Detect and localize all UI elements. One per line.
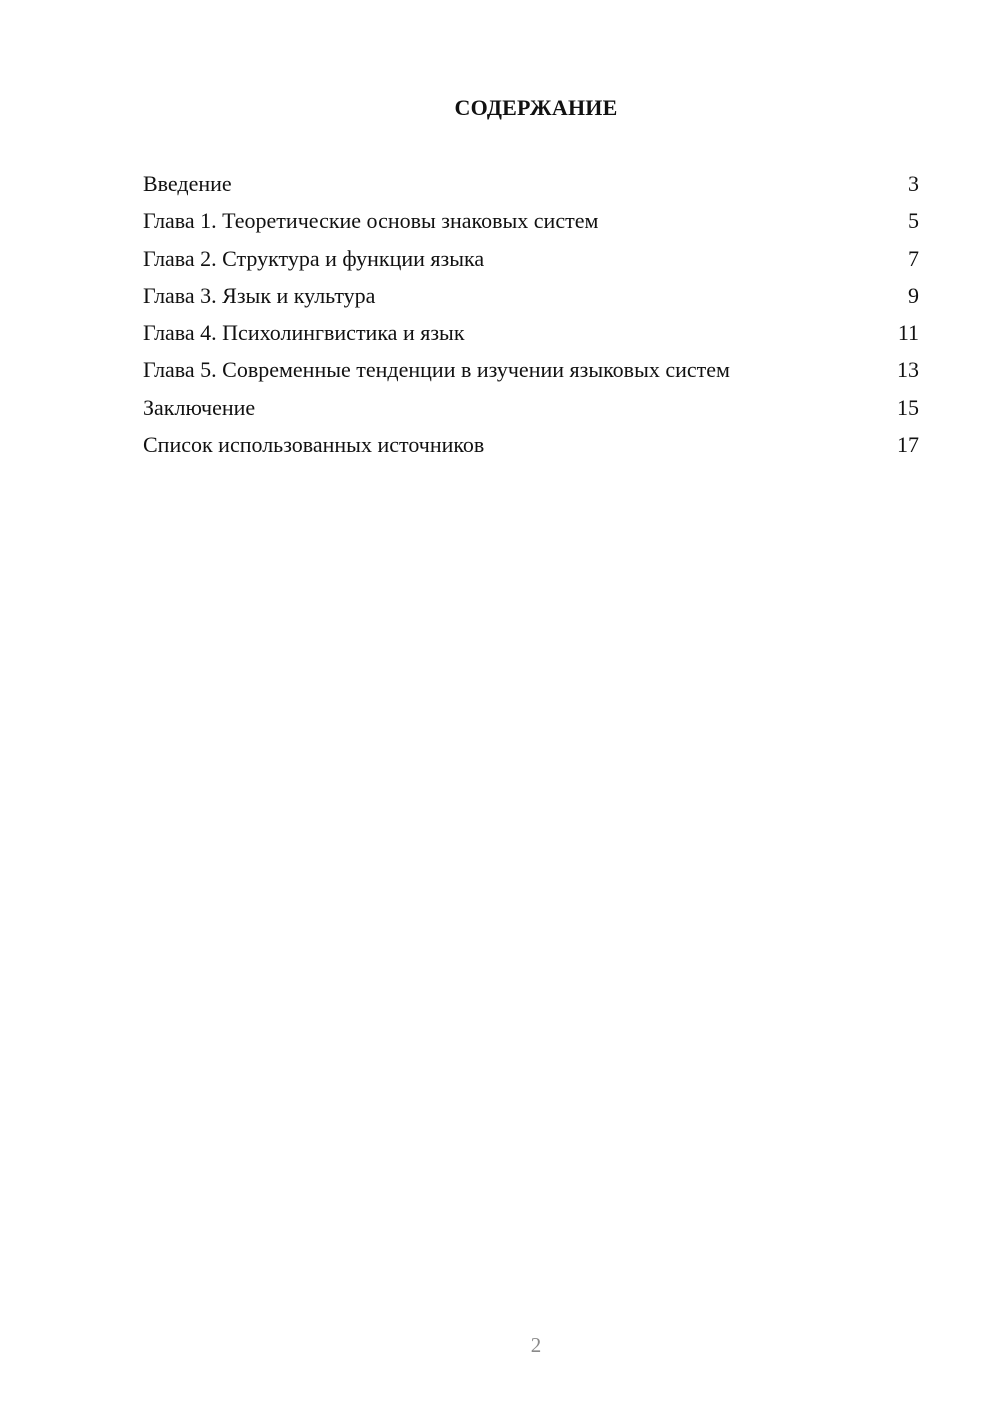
toc-entry-label: Глава 1. Теоретические основы знаковых систем (143, 208, 599, 234)
toc-entry-label: Введение (143, 171, 232, 196)
toc-entry-label: Глава 3. Язык и культура (143, 282, 376, 308)
toc-entry-label: Список использованных источников (143, 432, 485, 458)
toc-entry-introduction[interactable] (143, 168, 919, 205)
toc-entry-page: 5 (908, 208, 919, 234)
toc-entry-references[interactable] (143, 429, 919, 466)
toc-entry-page: 9 (908, 282, 919, 308)
page-title: СОДЕРЖАНИЕ (454, 95, 618, 120)
toc-entry-page: 11 (897, 320, 919, 346)
toc-entry-page: 7 (908, 245, 919, 271)
toc-entry-label: Заключение (143, 394, 256, 420)
toc-entry-chapter-4[interactable] (143, 317, 919, 354)
toc-entry-conclusion[interactable] (143, 392, 919, 429)
toc-entry-label: Глава 4. Психолингвистика и язык (143, 320, 465, 346)
page-number: 2 (530, 1333, 542, 1357)
table-of-contents (143, 168, 919, 466)
toc-entry-chapter-1[interactable] (143, 205, 919, 242)
toc-entry-chapter-5[interactable] (143, 354, 919, 391)
toc-entry-page: 13 (897, 357, 919, 383)
toc-entry-chapter-3[interactable] (143, 280, 919, 317)
toc-entry-page: 15 (897, 394, 919, 420)
toc-entry-label: Глава 2. Структура и функции языка (143, 245, 485, 271)
toc-entry-page: 3 (908, 171, 919, 196)
toc-entry-label: Глава 5. Современные тенденции в изучении языковых систем (143, 357, 730, 383)
toc-entry-page: 17 (897, 432, 919, 458)
toc-entry-chapter-2[interactable] (143, 243, 919, 280)
